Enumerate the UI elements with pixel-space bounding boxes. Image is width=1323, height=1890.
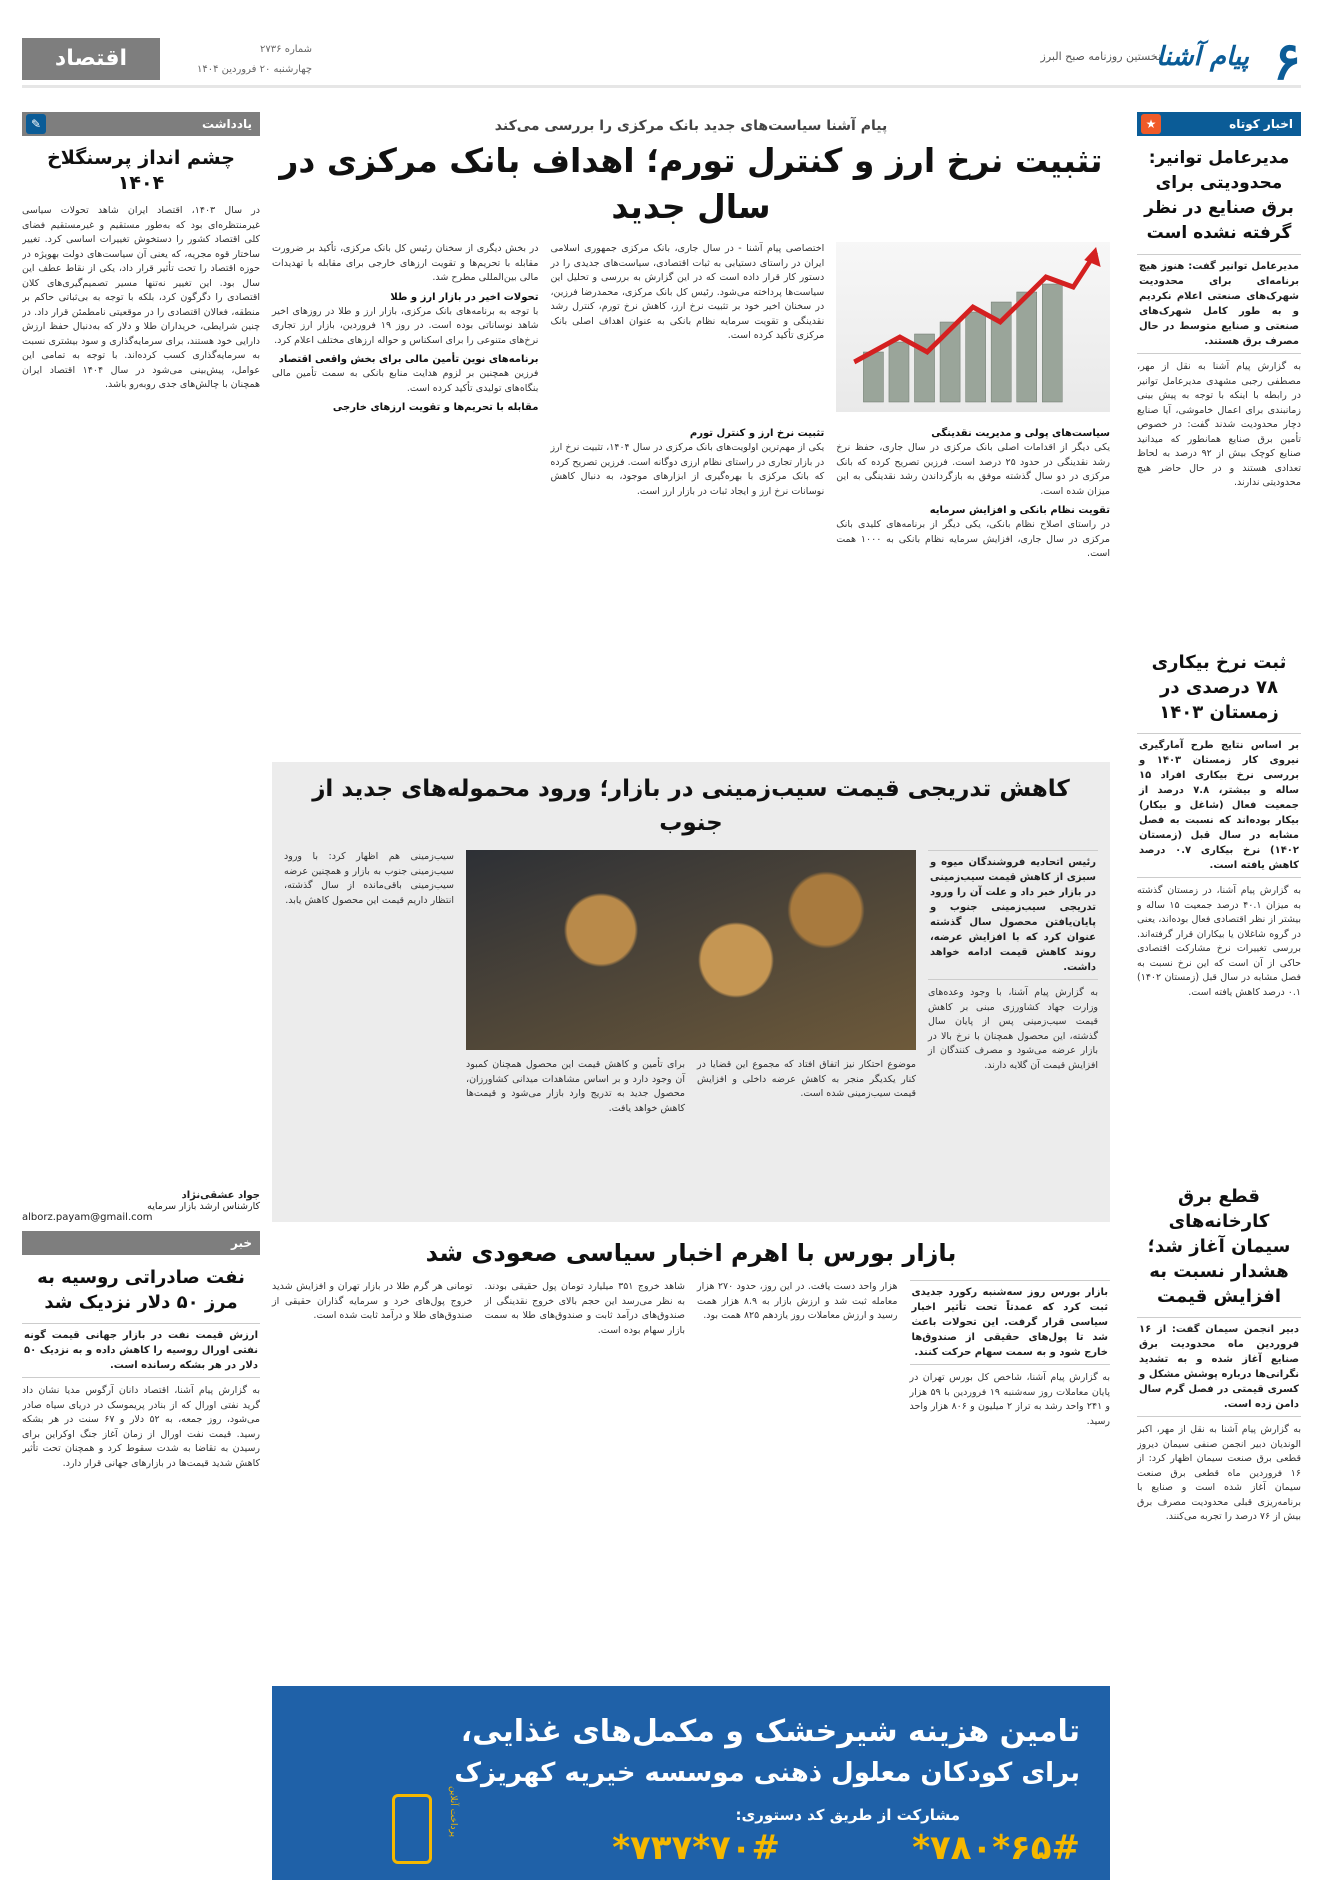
news1-title: مدیرعامل توانیر: محدودیتی برای برق صنایع در نظر گرفته نشده است (1144, 148, 1294, 243)
ad-headline: تامین هزینه شیرخشک و مکمل‌های غذایی، (460, 1714, 1080, 1749)
author-role: کارشناس ارشد بازار سرمایه (147, 1201, 260, 1212)
author-name: جواد عشقی‌نژاد (181, 1190, 260, 1201)
notepad-icon: ✎ (26, 114, 46, 134)
potato-title: کاهش تدریجی قیمت سیب‌زمینی در بازار؛ ورود محموله‌های جدید از جنوب (312, 776, 1070, 836)
ussd-code-1: *۷۸۰*۶۵# (912, 1828, 1080, 1868)
main-column (272, 112, 1110, 1880)
subhead-monetary: سیاست‌های پولی و مدیریت نقدینگی (931, 428, 1110, 439)
issue-date: چهارشنبه ۲۰ فروردین ۱۴۰۴ (196, 64, 312, 75)
note-label: یادداشت ✎ (22, 112, 260, 136)
news1-lead: مدیرعامل توانیر گفت: هنوز هیچ برنامه‌ای برای محدودیت شهرک‌های صنعتی اعلام نکردیم و به طور کامل شهرک‌های صنعتی و صنایع متوسط در حال مصرف برق هستند. (1137, 254, 1301, 354)
tagline: نخستین روزنامه صبح البرز (1040, 50, 1161, 63)
subhead-financing: برنامه‌های نوین تأمین مالی برای بخش واقعی اقتصاد (278, 354, 539, 365)
lead-col1: اختصاصی پیام آشنا - در سال جاری، بانک مرکزی جمهوری اسلامی ایران در راستای دستیابی به ثبات اقتصادی، سیاست‌های جدیدی را در دستور کار قرار داده است که در این گزارش به بررسی و تحلیل این سیاست‌ها پرداخته می‌شود. رئیس کل بانک مرکزی، محمدرضا فرزین، در سخنان اخیر خود بر تثبیت نرخ ارز، کاهش نرخ تورم، کنترل رشد نقدینگی و تقویت سرمایه نظام بانکی به عنوان اهداف اصلی بانک مرکزی تأکید کرده است. (550, 243, 825, 341)
online-payment-label: پرداخت آنلاین (448, 1786, 458, 1837)
bourse-article: بازار بورس با اهرم اخبار سیاسی صعودی شد بازار بورس روز سه‌شنبه رکورد جدیدی ثبت کرد که عمدتاً تحت تأثیر اخبار سیاسی قرار گرفت. این تحولات باعث شد تا پول‌های حقیقی از صندوق‌ها خارج شود و به سمت سهام حرکت کنند. به گزارش پیام آشنا، شاخص کل بورس تهران در پایان معاملات روز سه‌شنبه ۱۹ فروردین با ۵۹ هزار و ۲۴۱ واحد رشد به تراز ۲ میلیون و ۸۰۶ هزار واحد رسید. هزار واحد دست یافت. در این روز، حدود ۲۷۰ هزار معامله ثبت شد و ارزش بازار به ۸.۹ هزار همت رسید و ارزش معاملات روز یازدهم ۸۲۵ همت بود. شاهد خروج ۳۵۱ میلیارد تومان پول حقیقی بودند. به نظر می‌رسد این حجم بالای خروج نقدینگی از صندوق‌های درآمد ثابت و صندوق‌های طلا به سمت بازار سهام بوده است. تومانی هر گرم طلا در بازار تهران و افزایش شدید خروج پول‌های خرد و سرمایه گذاران حقیقی از صندوق‌های طلا و درآمد ثابت شده است. (272, 1236, 1110, 1429)
potato-lead: رئیس اتحادیه فروشندگان میوه و سبزی از کاهش قیمت سیب‌زمینی در بازار خبر داد و علت آن را ورود تدریجی سیب‌زمینی جنوب و پایان‌یافتن محصول سال گذشته عنوان کرد که با افزایش عرضه، روند کاهش قیمت ادامه خواهد داشت. (928, 850, 1098, 980)
subhead-banking: تقویت نظام بانکی و افزایش سرمایه (929, 505, 1110, 516)
news3-title: قطع برق کارخانه‌های سیمان آغاز شد؛ هشدار نسبت به افزایش قیمت (1147, 1186, 1291, 1307)
news3-lead: دبیر انجمن سیمان گفت: از ۱۶ فروردین ماه محدودیت برق صنایع آغاز شده و به تشدید نگرانی‌ها درباره پوشش مشکل و کسری قیمتی در فصل گرم سال دامن زده است. (1137, 1317, 1301, 1417)
lead-article: اختصاصی پیام آشنا - در سال جاری، بانک مرکزی جمهوری اسلامی ایران در راستای دستیابی به ثبات اقتصادی، سیاست‌های جدیدی را در دستور کار قرار داده است که در این گزارش به بررسی و تحلیل این سیاست‌ها پرداخته می‌شود. رئیس کل بانک مرکزی، محمدرضا فرزین، در سخنان اخیر خود بر تثبیت نرخ ارز، کاهش نرخ تورم، کنترل رشد نقدینگی و تقویت سرمایه نظام بانکی به عنوان اهداف اصلی بانک مرکزی تأکید کرده است. سیاست‌های پولی و مدیریت نقدینگی یکی دیگر از اقدامات اصلی بانک مرکزی در سال جاری، حفظ نرخ رشد نقدینگی در حدود ۲۵ درصد است. فرزین تصریح کرده که بانک مرکزی در دو سال گذشته موفق به بازگرداندن رشد نقدینگی به این میزان شده است. تقویت نظام بانکی و افزایش سرمایه در راستای اصلاح نظام بانکی، یکی دیگر از برنامه‌های کلیدی بانک مرکزی در سال جاری، افزایش سرمایه نظام بانکی به ۱۰۰۰ همت است. تثبیت نرخ ارز و کنترل تورم یکی از مهم‌ترین اولویت‌های بانک مرکزی در سال ۱۴۰۴، تثبیت نرخ ارز در بازار تجاری در راستای نظام ارزی دوگانه است. فرزین تصریح کرده که بانک مرکزی با بهره‌گیری از ابزارهای موجود، به دنبال کاهش نوسانات نرخ ارز و ایجاد ثبات در بازار ارز است. در بخش دیگری از سخنان رئیس کل بانک مرکزی، تأکید بر ضرورت مقابله با تحریم‌ها و تقویت ارزهای خارجی برای مقابله با تهدیدات مالی بین‌المللی مطرح شد. تحولات اخیر در بازار ارز و طلا با توجه به برنامه‌های بانک مرکزی، بازار ارز و طلا در روزهای اخیر شاهد نوساناتی بوده است. در روز ۱۹ فروردین، بازار ارز تجاری نرخ‌های متنوعی را برای اسکناس و حواله ارزهای مختلف اعلام کرد. برنامه‌های نوین تأمین مالی برای بخش واقعی اقتصاد فرزین همچنین بر لزوم هدایت منابع بانکی به سمت تأمین مالی بنگاه‌های تولیدی تأکید کرده است. مقابله با تحریم‌ها و تقویت ارزهای خارجی (272, 243, 1110, 559)
phone-icon (392, 1794, 432, 1864)
lead-supertitle: پیام آشنا سیاست‌های جدید بانک مرکزی را بررسی می‌کند (494, 118, 888, 134)
news3-body: به گزارش پیام آشنا به نقل از مهر، اکبر الوندیان دبیر انجمن صنفی سیمان دیروز قطعی برق صنعت سیمان اظهار کرد: از ۱۶ فروردین ماه قطعی برق صنعت سیمان آغاز شده است و صنایع با برنامه‌ریزی قبلی محدودیت مصرف برق بیش از ۷۶ درصد را تجربه می‌کنند. (1137, 1424, 1301, 1522)
news2-body: به گزارش پیام آشنا، در زمستان گذشته به میزان ۴۰.۱ درصد جمعیت ۱۵ ساله و بیشتر از نظر اقتصادی فعال بوده‌اند، یعنی در گروه شاغلان یا بیکاران قرار گرفته‌اند. بررسی تغییرات نرخ مشارکت اقتصادی حاکی از آن است که این نرخ نسبت به فصل مشابه در سال قبل (زمستان ۱۴۰۲) ۰.۱ درصد کاهش یافته است. (1137, 885, 1301, 998)
news-label: خبر (22, 1231, 260, 1255)
bourse-title: بازار بورس با اهرم اخبار سیاسی صعودی شد (425, 1239, 957, 1267)
page-number: ۶ (1273, 31, 1301, 92)
note-title: چشم انداز پرسنگلاخ ۱۴۰۴ (47, 147, 235, 194)
newspaper-logo: پیام آشنا (1156, 42, 1249, 72)
potato-photo (466, 850, 916, 1050)
note-body: در سال ۱۴۰۳، اقتصاد ایران شاهد تحولات سیاسی غیرمنتظره‌ای بود که به‌طور مستقیم و غیرمستقیم فضای کلی اقتصاد کشور را دستخوش تغییرات اساسی کرد. تغییر ساختار قوه مجریه، که یعنی آن سیاست‌های دولت بهویژه در حوزه اقتصاد را تحت تأثیر قرار داد، یکی از نقاط عطف این سال بود. این تغییر نه‌تنها مسیر تصمیم‌گیری‌های کلان اقتصادی را دگرگون کرد، بلکه با توجه به بی‌ثباتی حاکم بر منطقه، فعالان اقتصادی را در موقعیتی نامطمئن قرار داد. در چنین شرایطی، خریداران طلا و دلار که به‌دنبال حفظ ارزش دارایی خود هستند، برای سرمایه‌گذاری و سود بیشتری نسبت به سرمایه‌گذاری کسب کرده‌اند. با توجه به تمامی این عوامل، پیش‌بینی می‌شود در سال ۱۴۰۴ اقتصاد ایران همچنان با چالش‌های جدی روبه‌رو باشد. (22, 205, 260, 390)
oil-news-lead: ارزش قیمت نفت در بازار جهانی قیمت گونه نفتی اورال روسیه را کاهش داده و به نزدیک ۵۰ دلار در هر بشکه رسانده است. (22, 1323, 260, 1378)
potato-article: کاهش تدریجی قیمت سیب‌زمینی در بازار؛ ورود محموله‌های جدید از جنوب رئیس اتحادیه فروشندگان میوه و سبزی از کاهش قیمت سیب‌زمینی در بازار خبر داد و علت آن را ورود تدریجی سیب‌زمینی جنوب و پایان‌یافتن محصول سال گذشته عنوان کرد که با افزایش عرضه، روند کاهش قیمت ادامه خواهد داشت. به گزارش پیام آشنا، با وجود وعده‌های وزارت جهاد کشاورزی مبنی بر کاهش قیمت سیب‌زمینی پس از پایان سال گذشته، این محصول همچنان با نرخ بالا در بازار عرضه می‌شود و مصرف کنندگان از افزایش قیمت آن گلایه دارند. موضوع احتکار نیز اتفاق افتاد که مجموع این قضایا در کنار یکدیگر منجر به کاهش عرضه داخلی و افزایش قیمت سیب‌زمینی شده است. برای تأمین و کاهش قیمت این محصول همچنان کمبود آن وجود دارد و بر اساس مشاهدات میدانی کشاورزان، محصول جدید به تدریج وارد بازار می‌شود و قیمت‌ها کاهش خواهد یافت. سیب‌زمینی هم اظهار کرد: با ورود سیب‌زمینی جنوب به بازار و همچنین عرضه سیب‌زمینی باقی‌مانده از سال گذشته، انتظار داریم قیمت این محصول کاهش یابد. (272, 762, 1110, 1222)
oil-news-body: به گزارش پیام آشنا، اقتصاد دانان آرگوس مدیا نشان داد گرید نفتی اورال که از بنادر پریموسک در دریای سیاه صادر می‌شود، روز جمعه، به ۵۲ دلار و ۶۷ سنت در هر بشکه رسید. قیمت نفت اورال از زمان آغاز جنگ اوکراین برای رسیدن به تقاضا به شدت سقوط کرد و همچنان تحت تأثیر کاهش شدید قیمت‌ها در بازارهای جهانی قرار دارد. (22, 1385, 260, 1469)
subhead-market: تحولات اخیر در بازار ارز و طلا (390, 291, 539, 303)
charity-ad[interactable] (272, 1686, 1110, 1880)
money-chart-image (836, 242, 1110, 412)
left-column (22, 112, 260, 1880)
ussd-code-2: *۷۳۷*۷۰# (612, 1828, 780, 1868)
news2-title: ثبت نرخ بیکاری ۷۸ درصدی در زمستان ۱۴۰۳ (1151, 652, 1287, 723)
right-column (1137, 112, 1301, 1880)
issue-number: شماره ۲۷۳۶ (260, 44, 312, 55)
megaphone-icon: ★ (1141, 114, 1161, 134)
masthead (22, 31, 1301, 92)
lead-title: تثبیت نرخ ارز و کنترل تورم؛ اهداف بانک مرکزی در سال جدید (279, 141, 1103, 226)
oil-news-title: نفت صادراتی روسیه به مرز ۵۰ دلار نزدیک شد (37, 1267, 245, 1313)
ad-cta: مشارکت از طریق کد دستوری: (735, 1806, 960, 1824)
subhead-sanctions: مقابله با تحریم‌ها و تقویت ارزهای خارجی (332, 402, 539, 413)
subhead-fx: تثبیت نرخ ارز و کنترل تورم (689, 428, 825, 439)
contact-email[interactable]: alborz.payam@gmail.com (22, 1212, 153, 1223)
ad-subheadline: برای کودکان معلول ذهنی موسسه خیریه کهریزک (454, 1758, 1080, 1788)
short-news-label: اخبار کوتاه ★ (1137, 112, 1301, 136)
news2-lead: بر اساس نتایج طرح آمارگیری نیروی کار زمستان ۱۴۰۳ و بررسی نرخ بیکاری افراد ۱۵ ساله و بیشتر، ۷.۸ درصد از جمعیت فعال (شاغل و بیکار) بیکار بوده‌اند که نسبت به فصل مشابه در سال قبل (زمستان ۱۴۰۲) نرخ بیکاری ۰.۷ درصد کاهش یافته است. (1137, 733, 1301, 878)
news1-body: به گزارش پیام آشنا به نقل از مهر، مصطفی رجبی مشهدی مدیرعامل توانیر در رابطه با اینکه با توجه به پیش بینی زمانبندی برای اعمال خاموشی، آیا صنایع دچار محدودیت شدند گفت: در خصوص تأمین برق صنایع همانطور که میدانید صنایع کوچک بیش از ۹۲ درصد به لحاظ تعدادی هستند و در حال حاضر هیچ محدودیتی ندارند. (1137, 361, 1301, 488)
section-tab: اقتصاد (22, 38, 160, 80)
bourse-lead: بازار بورس روز سه‌شنبه رکورد جدیدی ثبت کرد که عمدتاً تحت تأثیر اخبار سیاسی قرار گرفت. این تحولات باعث شد تا پول‌های حقیقی از صندوق‌ها خارج شود و به سمت سهام حرکت کنند. (910, 1280, 1111, 1365)
